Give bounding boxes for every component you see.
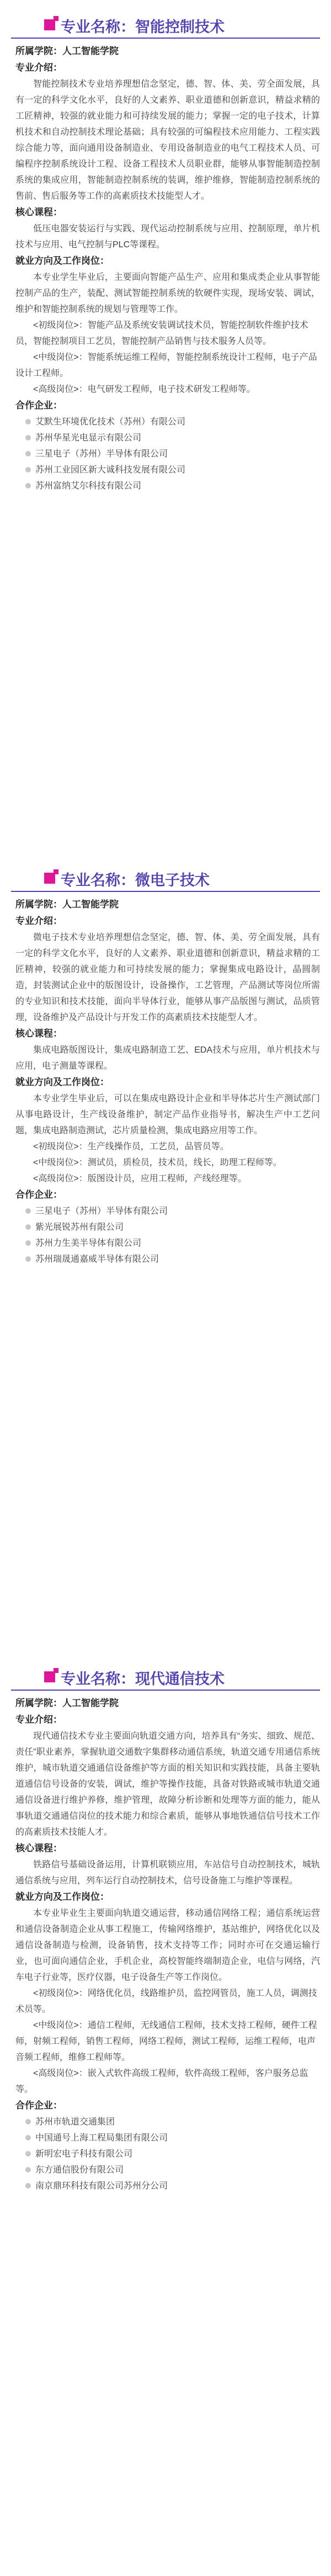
company-name: 苏州瑞晟通嘉威半导体有限公司 [35,1255,159,1264]
intro-text: 微电子技术专业培养理想信念坚定，德、智、体、美、劳全面发展，具有一定的科学文化水平，良好的人文素养、职业道德和创新意识，精益求精的工匠精神，较强的就业能力和可持续发展的能力；掌握集成电路设计，晶圆制造，封装测试企业中的版图设计，设备操作，工艺管理，产品测试等岗位所需的专业知识和技术技能，面向半导体行业，能够从事产品版图与测试，品质管理，设备维护及产品设计与开发工作的高素质技术技能型人才。 [15,933,320,1022]
job-level-senior: <高级岗位>：嵌入式软件高级工程师，软件高级工程师，客户服务总监等。 [15,2069,308,2094]
job-level-middle: <中级岗位>：通信工程师，无线通信工程师，技术支持工程师，硬件工程师，射频工程师，销售工程师，网络工程师，测试工程师，运维工程师，电声音频工程师，维修工程师等。 [15,2021,317,2062]
courses-label: 核心课程： [15,1843,62,1853]
section-header [0,1664,331,1695]
pink-square-small-icon [54,16,58,21]
header-divider [11,1690,320,1691]
job-level-junior: <初级岗位>：网络优化员，线路维护员，监控网管员，施工人员，调测技术员等。 [15,1989,317,2014]
bullet-dot-icon [25,451,31,456]
header-divider [11,891,320,892]
courses-text: 集成电路版图设计，集成电路制造工艺、EDA技术与应用，单片机技术与应用，电子测量等课程。 [15,1045,320,1071]
jobs-label: 就业方向及工作岗位： [15,1892,109,1902]
company-name: 艾默生环境优化技术（苏州）有限公司 [35,417,186,427]
companies-label: 合作企业： [15,1189,62,1200]
pink-square-icon [44,873,55,884]
bullet-dot-icon [25,419,31,424]
section-header [0,865,331,896]
company-item [15,1203,320,1219]
company-name: 苏州富纳艾尔科技有限公司 [35,481,142,491]
company-item [15,2178,320,2194]
company-item [15,1235,320,1251]
company-name: 南京鼎环科技有限公司苏州分公司 [35,2181,168,2191]
bullet-dot-icon [25,435,31,440]
bullet-dot-icon [25,2135,31,2141]
company-item [15,446,320,462]
college-label: 所属学院：人工智能学院 [15,1698,119,1708]
section-body [0,896,331,1267]
pink-square-icon [44,19,55,30]
intro-text: 智能控制技术专业培养理想信念坚定，德、智、体、美、劳全面发展，具有一定的科学文化水平，良好的人文素养、职业道德和创新意识，精益求精的工匠精神，较强的就业能力和可持续发展的能力；掌握一定的电子技术，计算机技术和自动控制技术理论基础；具有较强的可编程技术应用能力、工程实践综合能力等，面向通用设备制造业、专用设备制造业的电气工程技术人员、可编程序控制系统设计工程、设备工程技术人员职业群，能够从事智能制造控制系统的集成应用，智能制造控制系统的装调，维护维修，智能制造控制系统的售前、售后服务等工作的高素质技术技能型人才。 [15,79,320,201]
intro-text: 现代通信技术专业主要面向轨道交通方向，培养具有“务实、细致、规范、责任”职业素养，掌握轨道交通数字集群移动通信系统，轨道交通专用通信系统维护，城市轨道交通通信设备维护等方面的相关知识和实践技能，具备主要轨道通信信号设备的安装，调试，维护等操作技能，具备对铁路或城市轨道交通通信设备进行维护养修，维护管理，故障分析诊断和处理等方面的能力，能从事轨道交通通信岗位的技术能力和综合素质，能够从事地铁通信信号技术工作的高素质技术技能人才。 [15,1732,320,1837]
intro-label: 专业介绍： [15,62,62,73]
bullet-dot-icon [25,2167,31,2173]
intro-label: 专业介绍： [15,916,62,926]
company-item [15,478,320,494]
bullet-dot-icon [25,2183,31,2189]
company-item [15,2114,320,2130]
company-name: 苏州力生美半导体有限公司 [35,1239,142,1248]
section-body [0,1695,331,2194]
company-item [15,1251,320,1267]
college-label: 所属学院：人工智能学院 [15,46,119,56]
bullet-dot-icon [25,1256,31,1262]
section-body [0,43,331,494]
companies-label: 合作企业： [15,2100,62,2111]
company-item [15,2130,320,2146]
company-name: 东方通信股份有限公司 [35,2165,124,2175]
intro-label: 专业介绍： [15,1714,62,1725]
major-title: 专业名称：智能控制技术 [61,19,225,35]
college-label: 所属学院：人工智能学院 [15,899,119,910]
header-divider [11,38,320,39]
jobs-label: 就业方向及工作岗位： [15,256,109,266]
company-item [15,414,320,430]
bullet-dot-icon [25,2119,31,2124]
section-header [0,12,331,43]
jobs-text: 本专业学生毕业后，可以在集成电路设计企业和半导体芯片生产测试部门从事电路设计，生产线设备维护，制定产品作业指导书，解决生产中工艺问题，集成电路制造测试，芯片质量检测，集成电路应用等工作。 [15,1094,320,1135]
job-level-senior: <高级岗位>：电气研发工程师，电子技术研发工程师等。 [33,385,255,394]
jobs-text: 本专业毕业生主要面向轨道交通运营，移动通信网络工程；通信系统运营和通信设备制造企业从事工程施工，传输网络维护，基站维护，网络优化以及通信设备制造与检测，设备销售，技术支持等工作；同时亦可在交通运输行业，也可面向通信企业，手机企业，高校智能终端制造企业，电信与网络，汽车电子行业等，医疗仪器，电子设备生产等工作岗位。 [15,1909,320,1982]
company-name: 苏州华星光电显示有限公司 [35,433,142,443]
bullet-dot-icon [25,2151,31,2157]
company-item [15,2146,320,2162]
job-level-senior: <高级岗位>：版图设计员，应用工程师，产线经理等。 [33,1174,247,1183]
companies-label: 合作企业： [15,400,62,411]
courses-text: 铁路信号基础设备运用，计算机联锁应用，车站信号自动控制技术，城轨通信系统与应用，列车运行自动控制技术，信号设备施工与维护等课程。 [15,1860,320,1885]
bullet-dot-icon [25,467,31,472]
company-item [15,1219,320,1235]
jobs-label: 就业方向及工作岗位： [15,1077,109,1087]
bullet-dot-icon [25,483,31,488]
major-section-intelligent-control [0,12,331,494]
company-item [15,2162,320,2178]
company-name: 新明宏电子科技有限公司 [35,2149,133,2159]
courses-text: 低压电器安装运行与实践、现代运动控制系统与应用、控制原理，单片机技术与应用、电气控制与PLC等课程。 [15,224,320,249]
company-name: 紫光展锐苏州有限公司 [35,1223,124,1232]
company-name: 中国通号上海工程局集团有限公司 [35,2133,168,2143]
courses-label: 核心课程： [15,207,62,217]
job-level-middle: <中级岗位>：智能系统运维工程师，智能控制系统设计工程师，电子产品设计工程师。 [15,353,317,378]
company-name: 三星电子（苏州）半导体有限公司 [35,1207,168,1216]
major-section-microelectronics [0,865,331,1267]
company-item [15,462,320,478]
company-name: 三星电子（苏州）半导体有限公司 [35,449,168,459]
job-level-junior: <初级岗位>：智能产品及系统安装调试技术员，智能控制软件维护技术员，智能控制项目工艺员，智能控制产品销售与技术服务人员等。 [15,321,308,346]
job-level-middle: <中级岗位>：测试员，质检员，技术员，线长，助理工程师等。 [33,1158,282,1167]
bullet-dot-icon [25,1240,31,1246]
major-section-modern-communication [0,1664,331,2194]
jobs-text: 本专业学生毕业后，主要面向智能产品生产、应用和集成类企业从事智能控制产品的生产，装配、测试智能控制系统的软硬件实现，现场安装、调试，维护和智能控制系统的规划与管理等工作。 [15,273,320,314]
job-level-junior: <初级岗位>：生产线操作员，工艺员，品管员等。 [33,1142,229,1151]
major-title: 专业名称：现代通信技术 [61,1671,225,1687]
courses-label: 核心课程： [15,1028,62,1039]
company-name: 苏州市轨道交通集团 [35,2117,115,2127]
pink-square-small-icon [54,1668,58,1673]
bullet-dot-icon [25,1208,31,1214]
major-title: 专业名称：微电子技术 [61,872,210,889]
pink-square-small-icon [54,869,58,874]
company-name: 苏州工业园区新大诚科技发展有限公司 [35,465,186,475]
pink-square-icon [44,1671,55,1682]
company-item [15,430,320,446]
bullet-dot-icon [25,1224,31,1230]
